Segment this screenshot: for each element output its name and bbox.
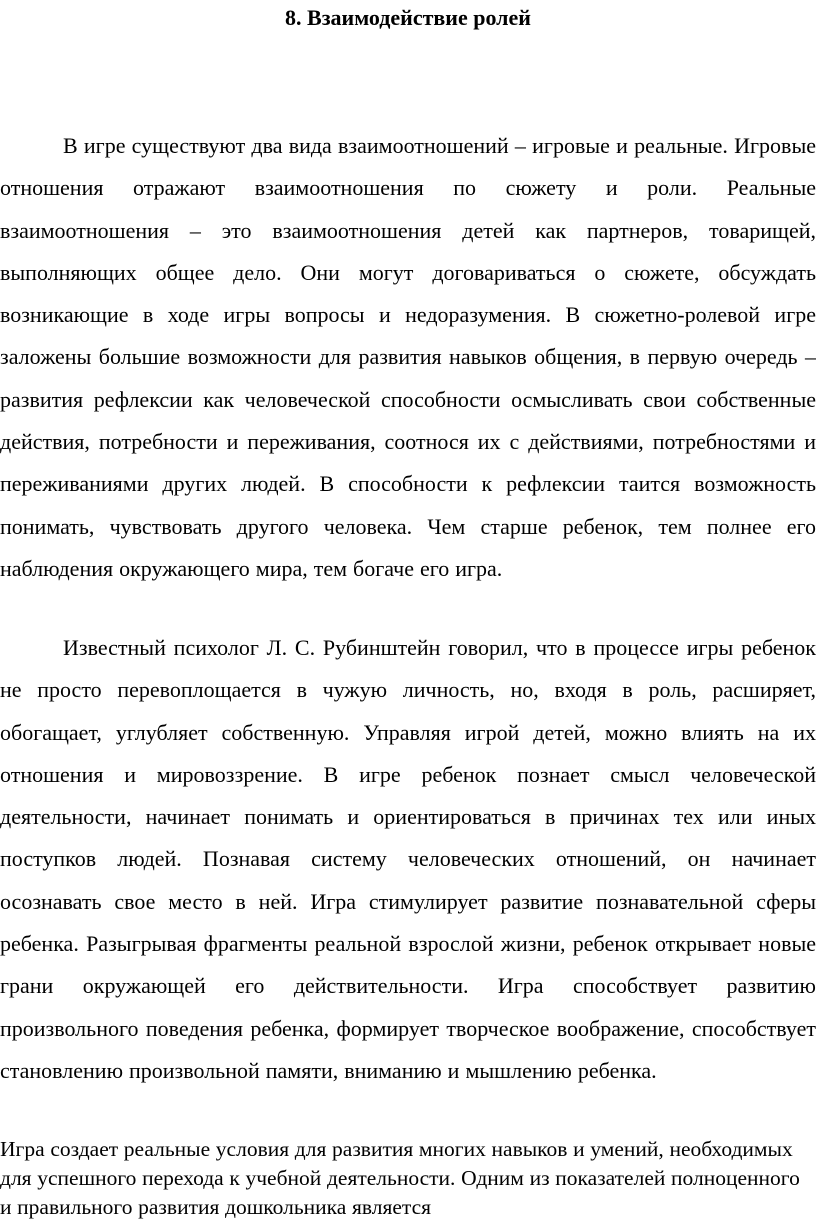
paragraph-rubinstein: Известный психолог Л. С. Рубинштейн говорил, что в процессе игры ребенок не просто перевоплощается в чужую личность, но, входя в роль, расширяет, обогащает, углубляет собственную. Управляя игрой детей, можно влиять на их отношения и мировоззрение. В игре ребенок познает смысл человеческой деятельности, начинает понимать и ориентироваться в причинах тех или иных поступков людей. Познавая систему человеческих отношений, он начинает осознавать свое место в ней. Игра стимулирует развитие познавательной сферы ребенка. Разыгрывая фрагменты реальной взрослой жизни, ребенок открывает новые грани окружающей его действительности. Игра способствует развитию произвольного поведения ребенка, формирует творческое воображение, способствует становлению произвольной памяти, вниманию и мышлению ребенка. <box>0 635 816 1083</box>
document-title: 8. Взаимодействие ролей <box>285 5 531 30</box>
paragraph-role-relations: В игре существуют два вида взаимоотношений – игровые и реальные. Игровые отношения отражают взаимоотношения по сюжету и роли. Реальные взаимоотношения – это взаимоотношения детей как партнеров, товарищей, выполняющих общее дело. Они могут договариваться о сюжете, обсуждать возникающие в ходе игры вопросы и недоразумения. В сюжетно-ролевой игре заложены большие возможности для развития навыков общения, в первую очередь – развития рефлексии как человеческой способности осмысливать свои собственные действия, потребности и переживания, соотнося их с действиями, потребностями и переживаниями других людей. В способности к рефлексии таится возможность понимать, чувствовать другого человека. Чем старше ребенок, тем полнее его наблюдения окружающего мира, тем богаче его игра. <box>0 133 816 581</box>
paragraph-game-conditions: Игра создает реальные условия для развития многих навыков и умений, необходимых для успешного перехода к учебной деятельности. Одним из показателей полноценного и правильного развития дошкольника является <box>0 1137 800 1219</box>
